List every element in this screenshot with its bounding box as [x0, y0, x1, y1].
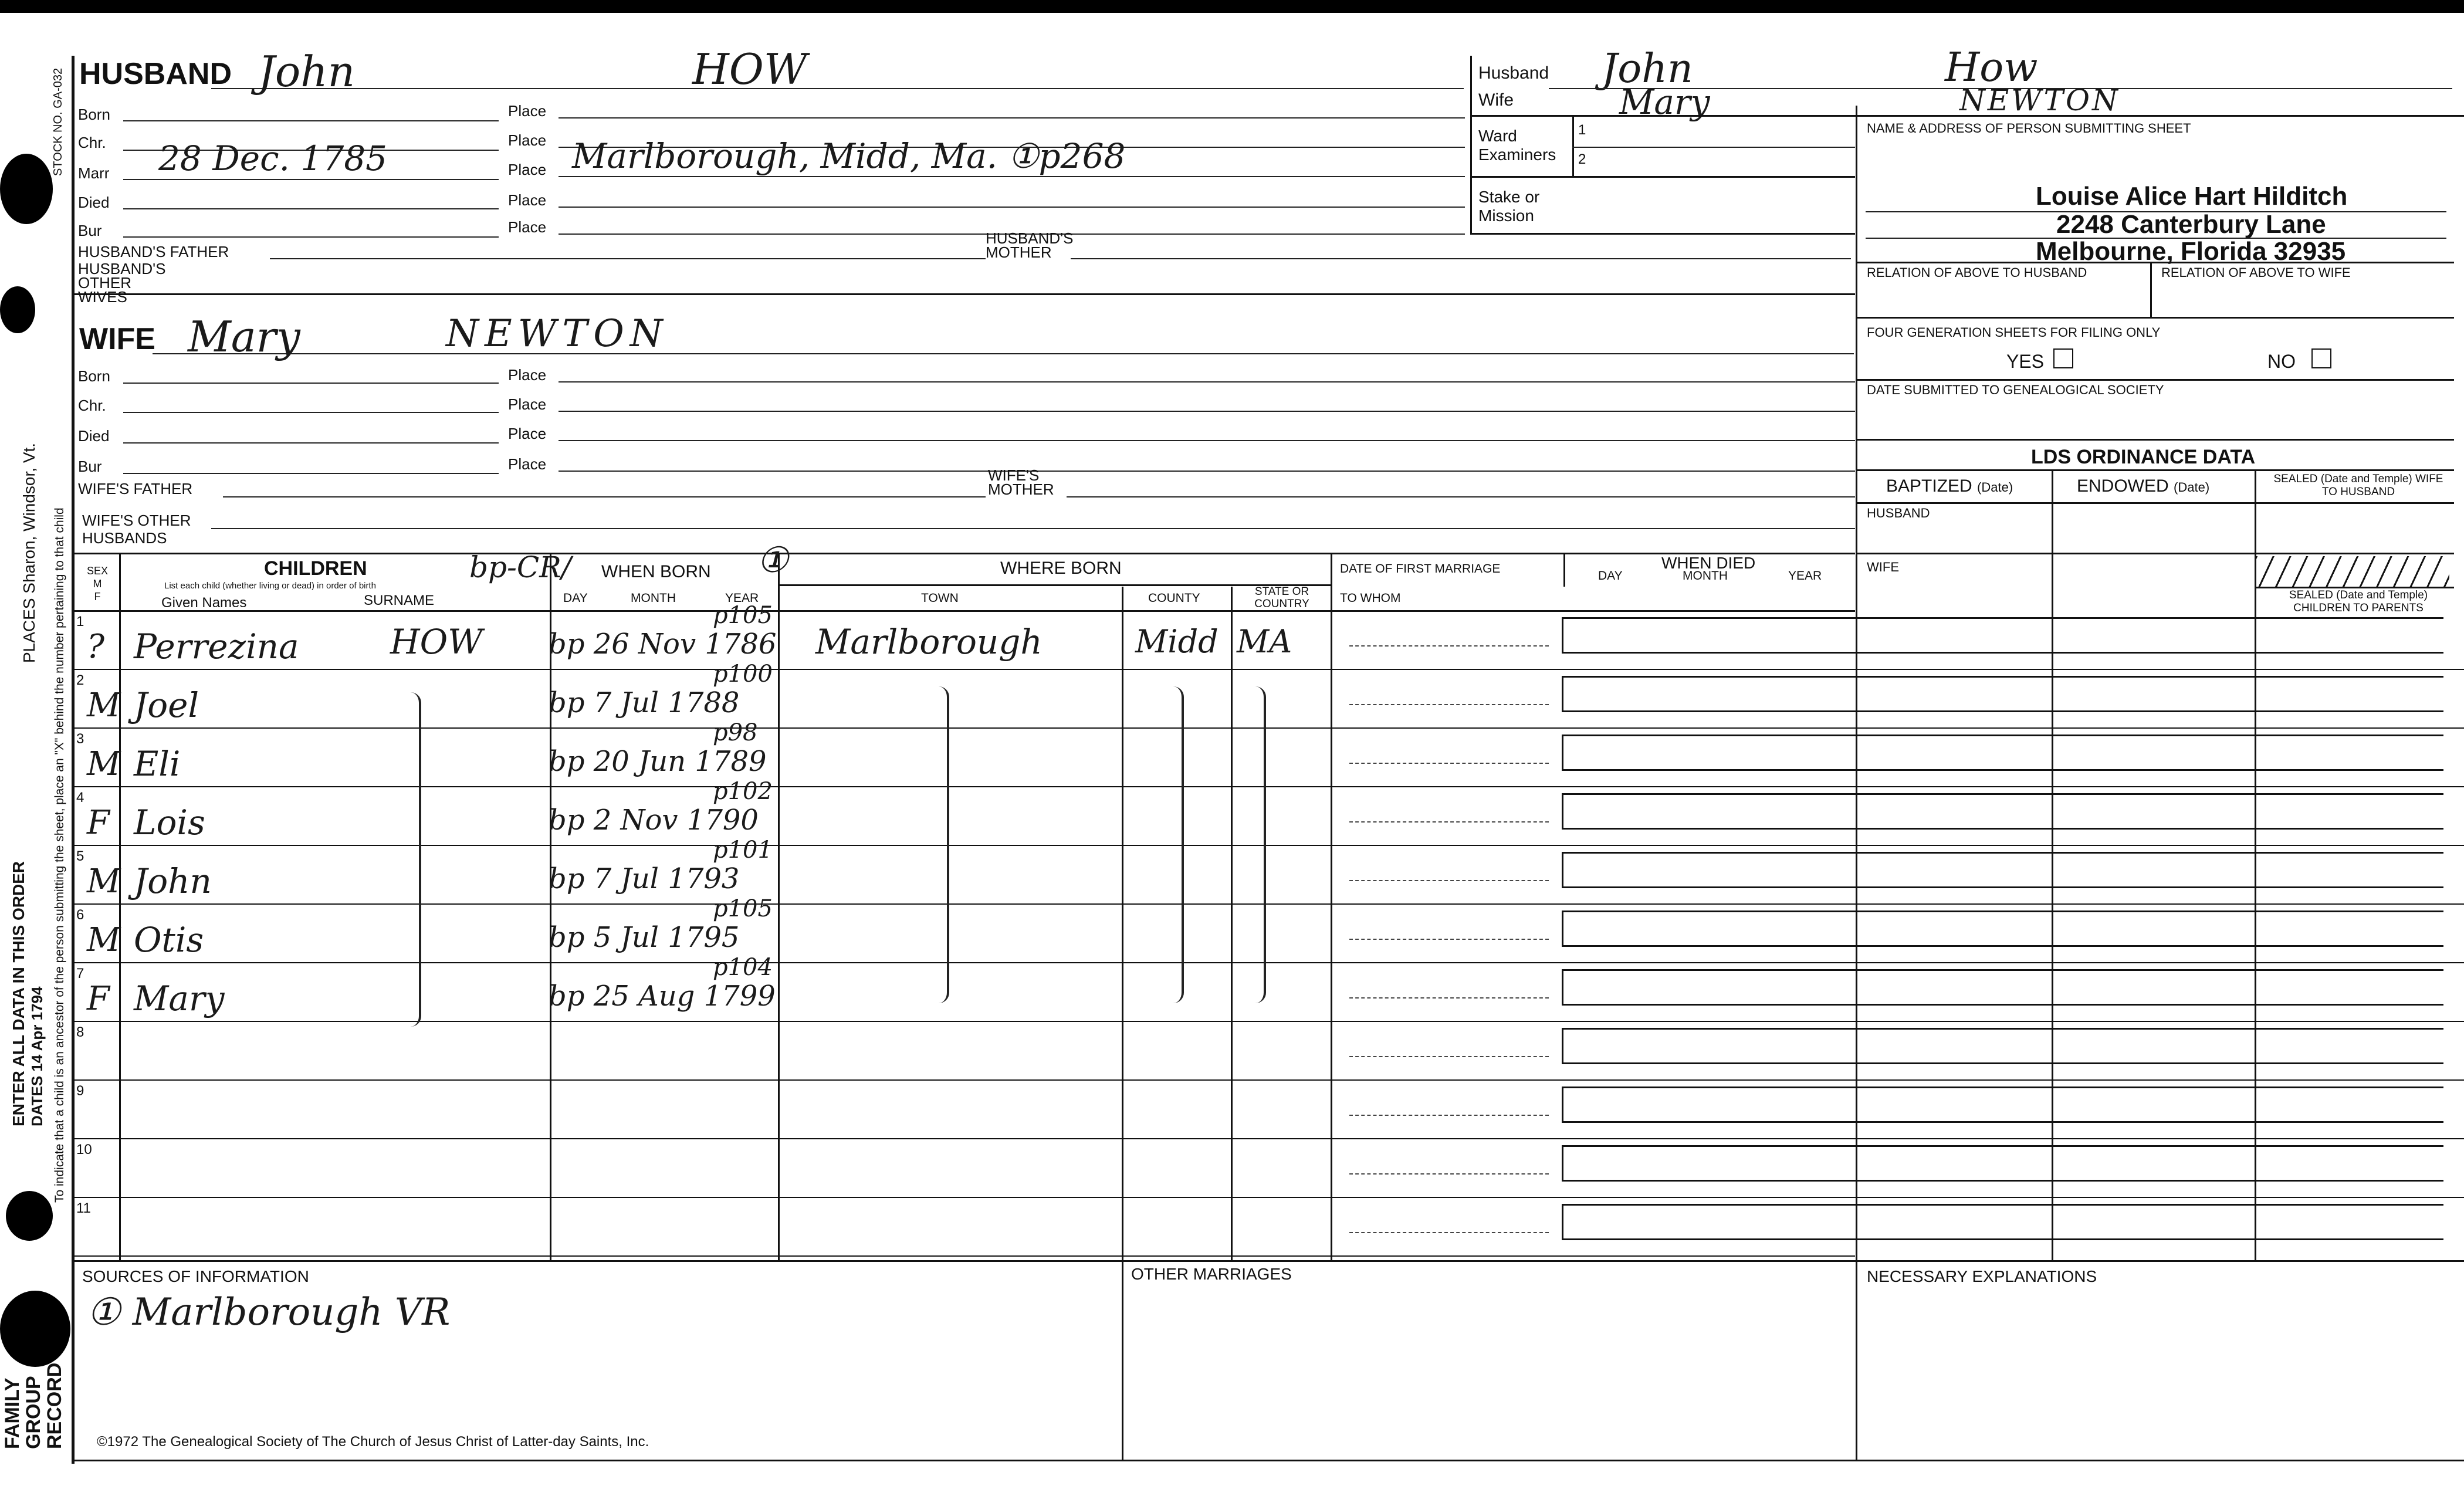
children-header: CHILDREN	[264, 557, 367, 580]
date-submitted-label: DATE SUBMITTED TO GENEALOGICAL SOCIETY	[1867, 383, 2164, 397]
sex-m-text: M	[93, 578, 102, 590]
child-row-line	[72, 845, 2464, 846]
wife-died-place-line	[559, 440, 1855, 441]
punch-hole-2	[0, 286, 35, 333]
family-group-record-1: FAMILY	[1, 1377, 23, 1449]
wife-given-name[interactable]: Mary	[188, 312, 300, 361]
child-marriage-line	[1349, 821, 1549, 823]
child-died-bracket	[1562, 1028, 2443, 1064]
husband-bur-place-label: Place	[508, 218, 547, 236]
no-checkbox[interactable]	[2311, 348, 2331, 368]
month-header: MONTH	[631, 591, 676, 605]
wife-died-label: Died	[78, 427, 110, 445]
wifes-father-label: WIFE'S FATHER	[78, 480, 193, 497]
children-annotation: bp-CR/	[469, 550, 571, 584]
husbands-other-wives-text: HUSBAND'S OTHER WIVES	[78, 260, 166, 306]
child-died-bracket	[1562, 735, 2443, 771]
wifes-other-husbands-line	[211, 528, 1855, 529]
wife-surname[interactable]: NEWTON	[446, 312, 669, 356]
date-submitted-bottom	[1856, 439, 2454, 441]
state-header-text: STATE OR COUNTRY	[1254, 585, 1309, 610]
rp-wife-label: Wife	[1478, 90, 1514, 110]
no-label: NO	[2267, 351, 2296, 372]
examiner-box-left	[1470, 56, 1472, 233]
husband-marr-place-label: Place	[508, 161, 547, 178]
husband-section-bottom	[72, 293, 1855, 295]
child-born-date[interactable]: bp 25 Aug 1799	[549, 980, 776, 1013]
child-page-ref[interactable]: p104	[713, 954, 773, 981]
state-header	[1244, 585, 1320, 610]
husband-born-place-label: Place	[508, 102, 547, 120]
wife-chr-line	[123, 412, 499, 413]
wife-born-place-label: Place	[508, 366, 547, 384]
rp-wife-given[interactable]: Mary	[1619, 82, 1710, 122]
submitter-bottom	[1856, 262, 2454, 263]
wife-born-place-line	[559, 381, 1855, 383]
husband-chr-label: Chr.	[78, 134, 106, 151]
child-sex[interactable]: ?	[87, 628, 105, 666]
form-bottom-border	[72, 1460, 2464, 1461]
enter-all-data: ENTER ALL DATA IN THIS ORDER	[9, 861, 28, 1126]
sealed-children-text: SEALED (Date and Temple) CHILDREN TO PARENTS	[2289, 589, 2428, 614]
child-row-line	[72, 1079, 2464, 1081]
copyright: ©1972 The Genealogical Society of The Church of Jesus Christ of Latter-day Saints, Inc.	[97, 1434, 649, 1450]
child-died-bracket	[1562, 676, 2443, 712]
child-town[interactable]: Marlborough	[815, 622, 1043, 662]
child-row-line	[72, 669, 2464, 670]
state-ditto-mark	[1255, 686, 1266, 1003]
husband-chr-place-label: Place	[508, 131, 547, 149]
rp-husband-label: Husband	[1478, 63, 1549, 83]
wifes-mother-line	[1067, 496, 1855, 497]
child-marriage-line	[1349, 880, 1549, 881]
surname-header: SURNAME	[364, 593, 435, 608]
county-header: COUNTY	[1148, 591, 1200, 605]
child-born-date[interactable]: bp 20 Jun 1789	[549, 745, 767, 778]
child-marriage-line	[1349, 1056, 1549, 1057]
child-number: 9	[76, 1083, 84, 1099]
child-given-name[interactable]: John	[134, 861, 212, 901]
child-number: 10	[76, 1142, 92, 1157]
wife-section-bottom	[72, 553, 1855, 554]
form-left-border	[72, 56, 75, 1464]
husband-bur-line	[123, 236, 499, 238]
child-surname[interactable]: HOW	[390, 622, 483, 662]
lds-husband-row: HUSBAND	[1867, 506, 1930, 520]
where-born-subline	[778, 584, 1331, 586]
col-sex-right	[119, 553, 121, 1261]
children-note: List each child (whether living or dead) in order of birth	[164, 581, 377, 591]
endowed-date-text: (Date)	[2174, 480, 2210, 495]
stake-mission-label	[1478, 188, 1539, 225]
wife-bur-place-line	[559, 471, 1855, 472]
child-marriage-line	[1349, 997, 1549, 999]
lds-title: LDS ORDINANCE DATA	[2031, 446, 2256, 468]
child-given-name[interactable]: Mary	[134, 979, 225, 1018]
rp-wife-surname[interactable]: NEWTON	[1959, 83, 2120, 117]
child-sex[interactable]: M	[87, 921, 121, 959]
wife-born-line	[123, 383, 499, 384]
husband-label: HUSBAND	[79, 57, 232, 91]
husbands-father-line	[270, 258, 986, 259]
child-born-date[interactable]: bp 2 Nov 1790	[549, 804, 759, 837]
col-born-right	[778, 553, 780, 1261]
stake-label: Stake or	[1478, 188, 1540, 206]
child-died-bracket	[1562, 969, 2443, 1006]
necessary-explanations-label: NECESSARY EXPLANATIONS	[1867, 1267, 2097, 1285]
col-marriage-right	[1563, 553, 1565, 587]
child-sex[interactable]: M	[87, 686, 121, 725]
husband-born-line	[123, 120, 499, 121]
sex-header	[80, 564, 115, 603]
wife-bur-line	[123, 473, 499, 474]
wife-label: WIFE	[79, 322, 155, 356]
child-died-bracket	[1562, 617, 2443, 654]
husbands-mother-label	[986, 231, 1079, 259]
child-number: 8	[76, 1024, 84, 1040]
four-gen-bottom	[1856, 379, 2454, 381]
relation-divider	[2150, 262, 2152, 317]
child-county[interactable]: Midd	[1135, 623, 1219, 660]
wife-chr-place-label: Place	[508, 395, 547, 413]
baptized-date-text: (Date)	[1977, 480, 2013, 495]
day-header: DAY	[563, 591, 588, 605]
where-born-header: WHERE BORN	[1000, 559, 1122, 578]
child-marriage-line	[1349, 1232, 1549, 1233]
stake-bottom	[1470, 233, 1855, 235]
places-example: PLACES Sharon, Windsor, Vt.	[20, 442, 38, 663]
sealed-children-label	[2265, 589, 2452, 615]
punch-hole-1	[0, 154, 53, 224]
husbands-other-wives-label	[78, 262, 184, 304]
husband-born-label: Born	[78, 106, 110, 123]
examiner-bottom	[1470, 176, 1855, 178]
child-given-name[interactable]: Joel	[134, 685, 199, 725]
stock-number: STOCK NO. GA-032	[52, 67, 65, 176]
sealed-wife-text: SEALED (Date and Temple) WIFE TO HUSBAND	[2273, 473, 2443, 498]
sources-text[interactable]: ① Marlborough VR	[87, 1291, 451, 1334]
child-row-line	[72, 1138, 2464, 1139]
child-sex[interactable]: F	[87, 980, 110, 1018]
child-died-bracket	[1562, 911, 2443, 947]
when-born-annotation: ①	[757, 540, 788, 581]
yes-label: YES	[2006, 351, 2045, 372]
child-page-ref[interactable]: p105	[713, 602, 773, 629]
when-died-header: WHEN DIED	[1661, 554, 1756, 572]
col-town-right	[1122, 587, 1123, 1261]
died-month-header: MONTH	[1683, 569, 1728, 583]
wifes-mother-label	[988, 468, 1064, 496]
husband-marr-label: Marr	[78, 164, 110, 182]
child-number: 3	[76, 731, 84, 747]
child-row-line	[72, 727, 2464, 729]
child-died-bracket	[1562, 852, 2443, 888]
sex-text: SEX	[86, 565, 109, 577]
child-row-line	[72, 1021, 2464, 1022]
husbands-father-label: HUSBAND'S FATHER	[78, 243, 229, 260]
husband-marr-place[interactable]: Marlborough, Midd, Ma. ①p268	[572, 136, 1126, 176]
wife-died-line	[123, 442, 499, 444]
child-marriage-line	[1349, 645, 1549, 647]
child-number: 2	[76, 672, 84, 688]
lds-husband-bottom	[1856, 553, 2454, 554]
wife-name-line	[153, 353, 1854, 354]
submitter-label: NAME & ADDRESS OF PERSON SUBMITTING SHEET	[1867, 121, 2191, 136]
wife-died-place-label: Place	[508, 425, 547, 442]
wife-born-label: Born	[78, 367, 110, 385]
endowed-text: ENDOWED	[2077, 476, 2169, 496]
died-day-header: DAY	[1598, 569, 1623, 583]
four-gen-label: FOUR GENERATION SHEETS FOR FILING ONLY	[1867, 325, 2161, 340]
child-born-date[interactable]: bp 7 Jul 1793	[549, 862, 740, 895]
wifes-other-husbands-label	[82, 512, 229, 547]
examiner-2-num: 2	[1578, 151, 1586, 167]
wife-chr-place-line	[559, 411, 1855, 412]
examiner-1-line	[1572, 147, 1855, 148]
examiners-label: Examiners	[1478, 145, 1556, 164]
town-ditto-mark	[939, 686, 949, 1003]
col-county-right	[1231, 587, 1233, 1261]
wife-bur-label: Bur	[78, 458, 102, 475]
husband-marr-line	[123, 179, 499, 180]
husband-bur-label: Bur	[78, 222, 102, 239]
husband-died-label: Died	[78, 194, 110, 211]
county-ditto-mark	[1173, 686, 1184, 1003]
indicate-note: To indicate that a child is an ancestor of the person submitting the sheet, place an "X" behind the number pertaining to that child	[53, 507, 66, 1203]
examiner-divider	[1572, 115, 1574, 176]
child-page-ref[interactable]: p102	[713, 778, 773, 805]
baptized-text: BAPTIZED	[1886, 476, 1972, 496]
child-number: 1	[76, 614, 84, 629]
col-state-right	[1331, 553, 1332, 1261]
mission-label: Mission	[1478, 207, 1534, 225]
wifes-other-husbands-text: WIFE'S OTHER HUSBANDS	[82, 512, 191, 547]
child-row-line	[72, 1255, 1855, 1257]
ward-examiners-label	[1478, 127, 1556, 164]
lds-header-bottom	[1856, 502, 2454, 504]
wifes-father-line	[223, 496, 986, 497]
child-born-date[interactable]: bp 5 Jul 1795	[549, 921, 740, 954]
wife-chr-label: Chr.	[78, 397, 106, 414]
child-sex[interactable]: M	[87, 745, 121, 783]
top-border	[0, 0, 2464, 13]
submitter-name[interactable]: Louise Alice Hart Hilditch	[2036, 182, 2348, 211]
child-page-ref[interactable]: p105	[713, 895, 773, 922]
sealed-hatch-bottom	[2255, 587, 2454, 588]
submitter-city[interactable]: Melbourne, Florida 32935	[2036, 237, 2346, 266]
endowed-label	[2077, 476, 2209, 496]
punch-hole-4	[0, 1291, 70, 1367]
sources-divider	[1122, 1260, 1123, 1460]
husband-given-name[interactable]: John	[258, 47, 355, 96]
ward-label: Ward	[1478, 127, 1517, 145]
child-row-line	[72, 903, 2464, 905]
husbands-mother-text: HUSBAND'S MOTHER	[986, 229, 1074, 261]
child-sex[interactable]: M	[87, 862, 121, 901]
sex-f-text: F	[94, 591, 101, 603]
husband-marr-date[interactable]: 28 Dec. 1785	[158, 138, 388, 178]
child-number: 7	[76, 966, 84, 981]
died-year-header: YEAR	[1788, 569, 1822, 583]
child-given-name[interactable]: Perrezina	[134, 627, 299, 666]
child-marriage-line	[1349, 1173, 1549, 1175]
town-header: TOWN	[921, 591, 959, 605]
year-header: YEAR	[725, 591, 759, 605]
family-group-record-2: GROUP	[22, 1376, 45, 1449]
husband-born-place-line	[559, 117, 1465, 119]
relation-wife-label: RELATION OF ABOVE TO WIFE	[2161, 265, 2351, 280]
sealed-wife-label	[2270, 473, 2446, 499]
yes-checkbox[interactable]	[2053, 348, 2073, 368]
children-header-bottom	[72, 610, 1855, 612]
child-page-ref[interactable]: p100	[713, 661, 773, 688]
child-born-date[interactable]: bp 7 Jul 1788	[549, 686, 740, 719]
husband-died-place-line	[559, 207, 1465, 208]
other-marriages-label: OTHER MARRIAGES	[1131, 1265, 1292, 1283]
husband-died-place-label: Place	[508, 191, 547, 209]
to-whom-header: TO WHOM	[1340, 591, 1401, 605]
child-died-bracket	[1562, 1145, 2443, 1182]
sealed-hatch	[2256, 556, 2449, 587]
child-number: 11	[76, 1200, 91, 1216]
family-group-record-3: RECORD	[43, 1362, 66, 1449]
wife-bur-place-label: Place	[508, 455, 547, 473]
given-names-header: Given Names	[161, 595, 247, 611]
child-died-bracket	[1562, 1204, 2443, 1240]
child-given-name[interactable]: Eli	[134, 744, 181, 784]
husbands-mother-line	[1071, 258, 1851, 259]
child-row-line	[72, 1197, 2464, 1198]
child-marriage-line	[1349, 939, 1549, 940]
child-died-bracket	[1562, 793, 2443, 830]
child-state[interactable]: MA	[1237, 623, 1292, 660]
rp-husband-surname[interactable]: How	[1945, 45, 2038, 91]
child-died-bracket	[1562, 1087, 2443, 1123]
husband-marr-place-line	[559, 176, 1465, 177]
child-sex[interactable]: F	[87, 804, 110, 842]
relation-bottom	[1856, 317, 2454, 319]
surname-ditto-mark	[411, 692, 421, 1027]
child-marriage-line	[1349, 704, 1549, 705]
child-page-ref[interactable]: p98	[713, 719, 758, 746]
when-born-header: WHEN BORN	[601, 562, 711, 581]
right-panel-divider	[1856, 106, 1857, 1461]
child-number: 6	[76, 907, 84, 923]
child-row-line	[72, 962, 2464, 963]
husband-died-line	[123, 208, 499, 209]
first-marriage-header: DATE OF FIRST MARRIAGE	[1340, 562, 1501, 576]
child-given-name[interactable]: Otis	[134, 920, 204, 960]
child-number: 5	[76, 848, 84, 864]
child-number: 4	[76, 790, 84, 805]
child-born-date[interactable]: bp 26 Nov 1786	[549, 628, 777, 661]
child-given-name[interactable]: Lois	[134, 803, 205, 842]
dates-example: DATES 14 Apr 1794	[28, 986, 46, 1126]
husband-name-line	[211, 88, 1464, 89]
child-marriage-line	[1349, 1115, 1549, 1116]
examiner-1-num: 1	[1578, 122, 1586, 138]
relation-husband-label: RELATION OF ABOVE TO HUSBAND	[1867, 265, 2087, 280]
rp-wife-line	[1470, 115, 2464, 117]
husband-surname[interactable]: HOW	[692, 45, 807, 94]
child-row-line	[72, 786, 2464, 787]
lds-title-bottom	[1856, 469, 2454, 471]
sources-label: SOURCES OF INFORMATION	[82, 1267, 309, 1285]
punch-hole-3	[6, 1191, 53, 1241]
baptized-label	[1886, 476, 2013, 496]
wifes-mother-text: WIFE'S MOTHER	[988, 466, 1054, 498]
child-marriage-line	[1349, 763, 1549, 764]
submitter-street[interactable]: 2248 Canterbury Lane	[2056, 210, 2326, 239]
child-page-ref[interactable]: p101	[713, 837, 773, 864]
rp-husband-given[interactable]: John	[1602, 46, 1693, 92]
children-table-bottom	[72, 1260, 2464, 1262]
lds-wife-row: WIFE	[1867, 560, 1899, 574]
